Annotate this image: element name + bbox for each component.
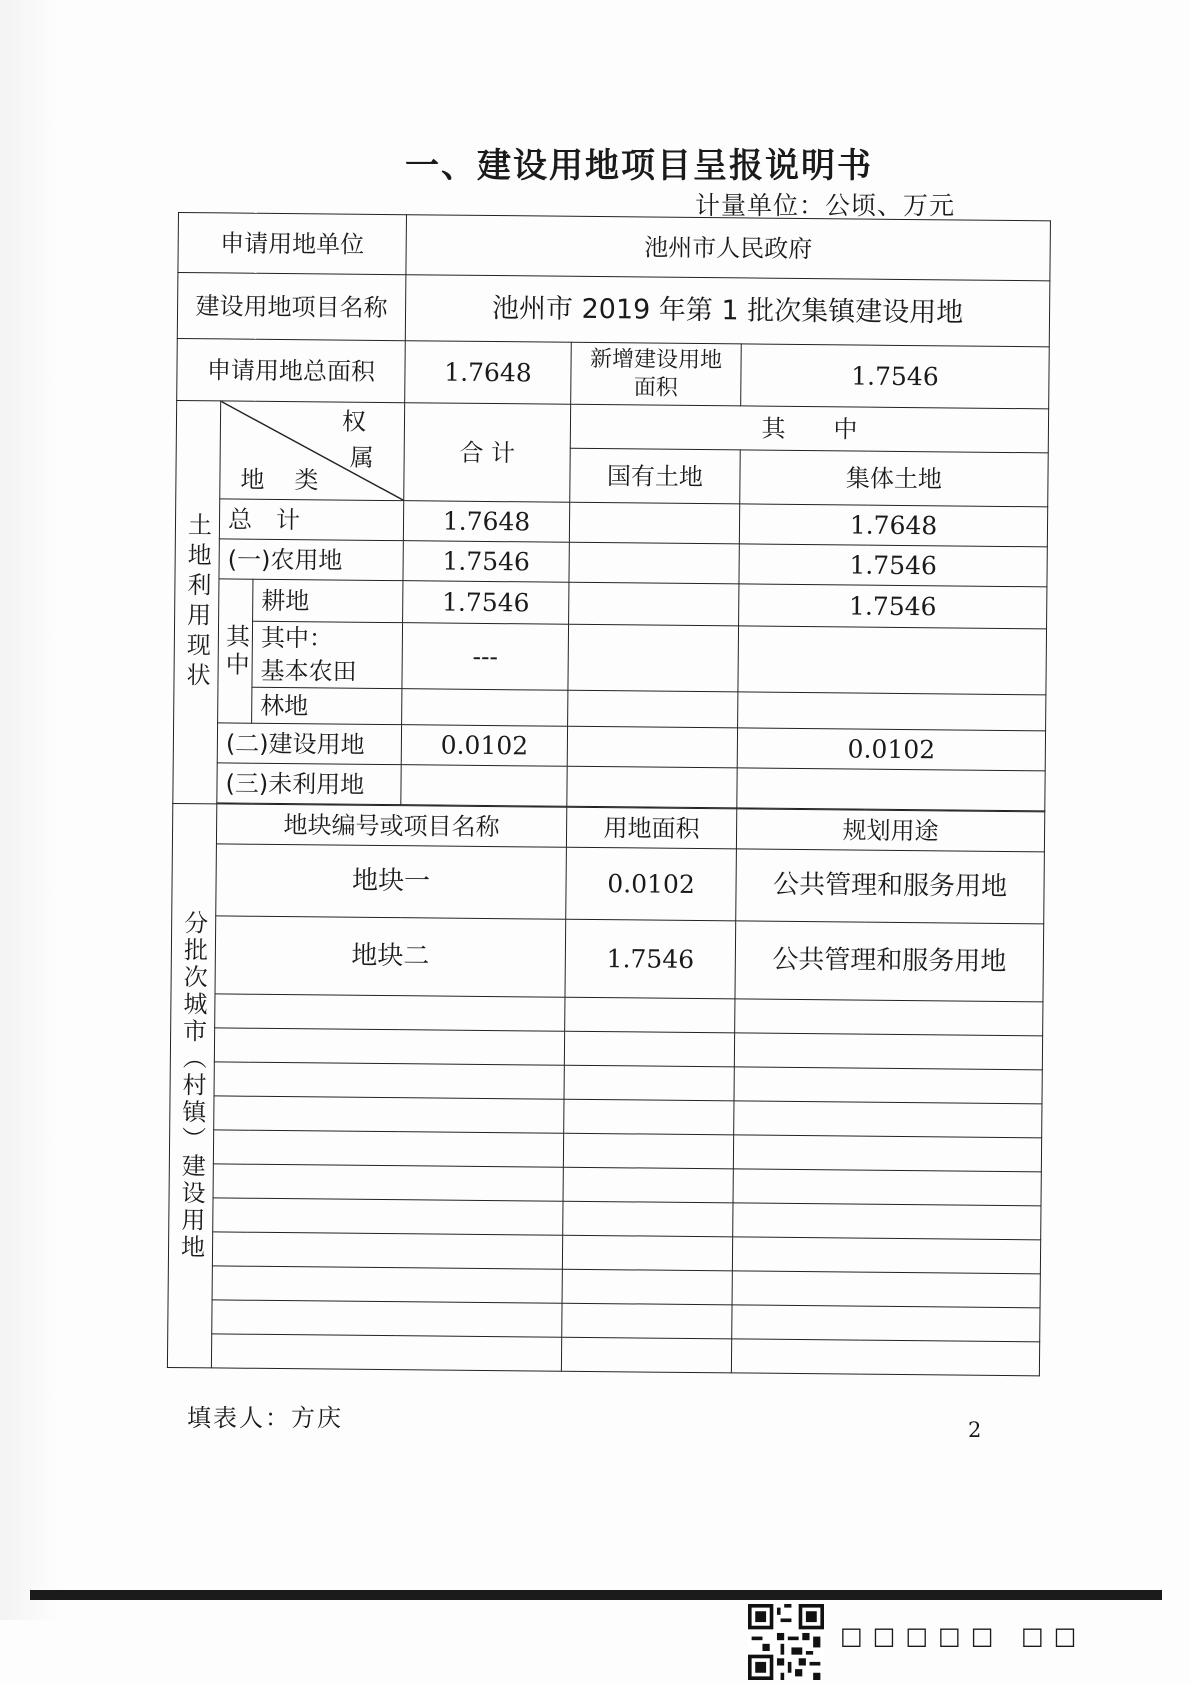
row-basic-line1: 其中： xyxy=(260,623,334,653)
empty-cell xyxy=(563,1133,733,1169)
total-area-label: 申请用地总面积 xyxy=(177,338,406,402)
new-area-label: 新增建设用地面积 xyxy=(571,342,742,406)
row-arable-collective: 1.7546 xyxy=(739,584,1047,629)
row-forest-sum xyxy=(402,689,568,727)
applicant-value: 池州市人民政府 xyxy=(406,215,1051,281)
empty-row xyxy=(214,1096,564,1133)
empty-row xyxy=(213,1130,563,1167)
diag-label-mid: 属 xyxy=(349,443,374,472)
row-agri-collective: 1.7546 xyxy=(739,544,1047,587)
empty-row xyxy=(215,994,565,1031)
empty-row xyxy=(212,1300,562,1337)
empty-row xyxy=(214,1062,564,1099)
row-forest-state xyxy=(568,690,738,728)
row-agri-label: (一)农用地 xyxy=(219,539,403,581)
empty-row xyxy=(213,1164,563,1201)
empty-cell xyxy=(732,1271,1040,1308)
new-area-value: 1.7546 xyxy=(741,344,1050,409)
form-filler: 填表人：方庆 xyxy=(187,1404,343,1432)
empty-row xyxy=(211,1334,561,1371)
row-basic-state xyxy=(568,624,739,692)
diag-label-bottom: 地类 xyxy=(240,465,349,495)
project-name-label: 建设用地项目名称 xyxy=(177,273,406,341)
empty-cell xyxy=(732,1305,1040,1342)
batch-header-area: 用地面积 xyxy=(566,807,736,849)
empty-row xyxy=(214,1028,564,1065)
row-forest-label: 林地 xyxy=(252,687,402,724)
row-basic-farmland-label xyxy=(252,621,403,688)
empty-cell xyxy=(732,1237,1040,1274)
empty-cell xyxy=(562,1269,732,1305)
empty-cell xyxy=(731,1339,1039,1376)
header-collective-land: 集体土地 xyxy=(740,450,1049,507)
row-unused-label: (三)未利用地 xyxy=(217,763,401,805)
empty-cell xyxy=(734,1101,1042,1138)
row-unused-state xyxy=(567,766,737,808)
row-total-sum: 1.7648 xyxy=(403,501,569,543)
row-construction-collective: 0.0102 xyxy=(737,728,1045,771)
empty-cell xyxy=(734,1033,1042,1070)
empty-cell xyxy=(563,1167,733,1203)
empty-cell xyxy=(733,1203,1041,1240)
row-construction-label: (二)建设用地 xyxy=(217,723,401,765)
row-arable-label: 耕地 xyxy=(253,579,403,622)
empty-cell xyxy=(734,1067,1042,1104)
batch-header-name: 地块编号或项目名称 xyxy=(216,804,566,847)
parcel-row-1-purpose: 公共管理和服务用地 xyxy=(736,849,1045,924)
empty-cell xyxy=(562,1303,732,1339)
scan-shadow xyxy=(0,0,60,1620)
report-table-wrapper xyxy=(166,212,1049,1420)
document-title: 一、建设用地项目呈报说明书 xyxy=(405,146,873,186)
batch-section-label: 分批次城市（村镇）建设用地 xyxy=(167,803,216,1367)
empty-cell xyxy=(561,1337,731,1373)
qr-code-icon xyxy=(748,1604,824,1680)
sub-section-label: 其中 xyxy=(218,579,253,723)
row-total-state xyxy=(569,502,739,544)
empty-cell xyxy=(564,1099,734,1135)
row-total-label: 总 计 xyxy=(219,499,403,541)
row-basic-collective xyxy=(738,626,1047,695)
empty-row xyxy=(213,1198,563,1235)
report-table xyxy=(167,212,1051,1376)
empty-cell xyxy=(565,997,735,1033)
measurement-unit: 计量单位：公顷、万元 xyxy=(695,191,956,220)
row-basic-sum: --- xyxy=(402,623,569,691)
empty-row xyxy=(212,1232,562,1269)
total-area-value: 1.7648 xyxy=(405,341,572,405)
row-construction-sum: 0.0102 xyxy=(401,725,567,767)
batch-header-purpose: 规划用途 xyxy=(736,809,1044,852)
row-construction-state xyxy=(567,726,737,768)
row-unused-collective xyxy=(737,768,1045,811)
header-total: 合 计 xyxy=(404,403,571,503)
empty-cell xyxy=(564,1031,734,1067)
parcel-row-2-purpose: 公共管理和服务用地 xyxy=(735,921,1044,1002)
parcel-row-2-name: 地块二 xyxy=(215,916,566,997)
row-unused-sum xyxy=(401,765,567,807)
diagonal-header-cell xyxy=(220,401,405,501)
diag-label-top: 权 xyxy=(341,407,367,436)
parcel-row-1-area: 0.0102 xyxy=(566,847,737,921)
project-name-value: 池州市 2019 年第 1 批次集镇建设用地 xyxy=(405,275,1050,347)
empty-row xyxy=(212,1266,562,1303)
row-basic-line2: 基本农田 xyxy=(260,656,357,686)
empty-cell xyxy=(733,1169,1041,1206)
land-use-section-label: 土地利用现状 xyxy=(173,400,221,803)
scan-edge-bar xyxy=(30,1590,1162,1600)
row-arable-sum: 1.7546 xyxy=(403,581,569,625)
applicant-label: 申请用地单位 xyxy=(178,213,407,275)
empty-cell xyxy=(563,1201,733,1237)
row-agri-state xyxy=(569,542,739,584)
empty-cell xyxy=(733,1135,1041,1172)
row-forest-collective xyxy=(738,692,1046,731)
row-arable-state xyxy=(569,582,739,626)
header-of-which: 其 中 xyxy=(570,404,1048,453)
page-number: 2 xyxy=(968,1418,982,1442)
footer-placeholder-boxes: □□□□□ □□ xyxy=(840,1622,1087,1650)
empty-cell xyxy=(735,999,1043,1036)
parcel-row-2-area: 1.7546 xyxy=(565,919,736,999)
parcel-row-1-name: 地块一 xyxy=(216,844,567,919)
empty-cell xyxy=(564,1065,734,1101)
header-state-land: 国有土地 xyxy=(570,448,741,504)
empty-cell xyxy=(562,1235,732,1271)
row-total-collective: 1.7648 xyxy=(739,504,1047,547)
row-agri-sum: 1.7546 xyxy=(403,541,569,583)
